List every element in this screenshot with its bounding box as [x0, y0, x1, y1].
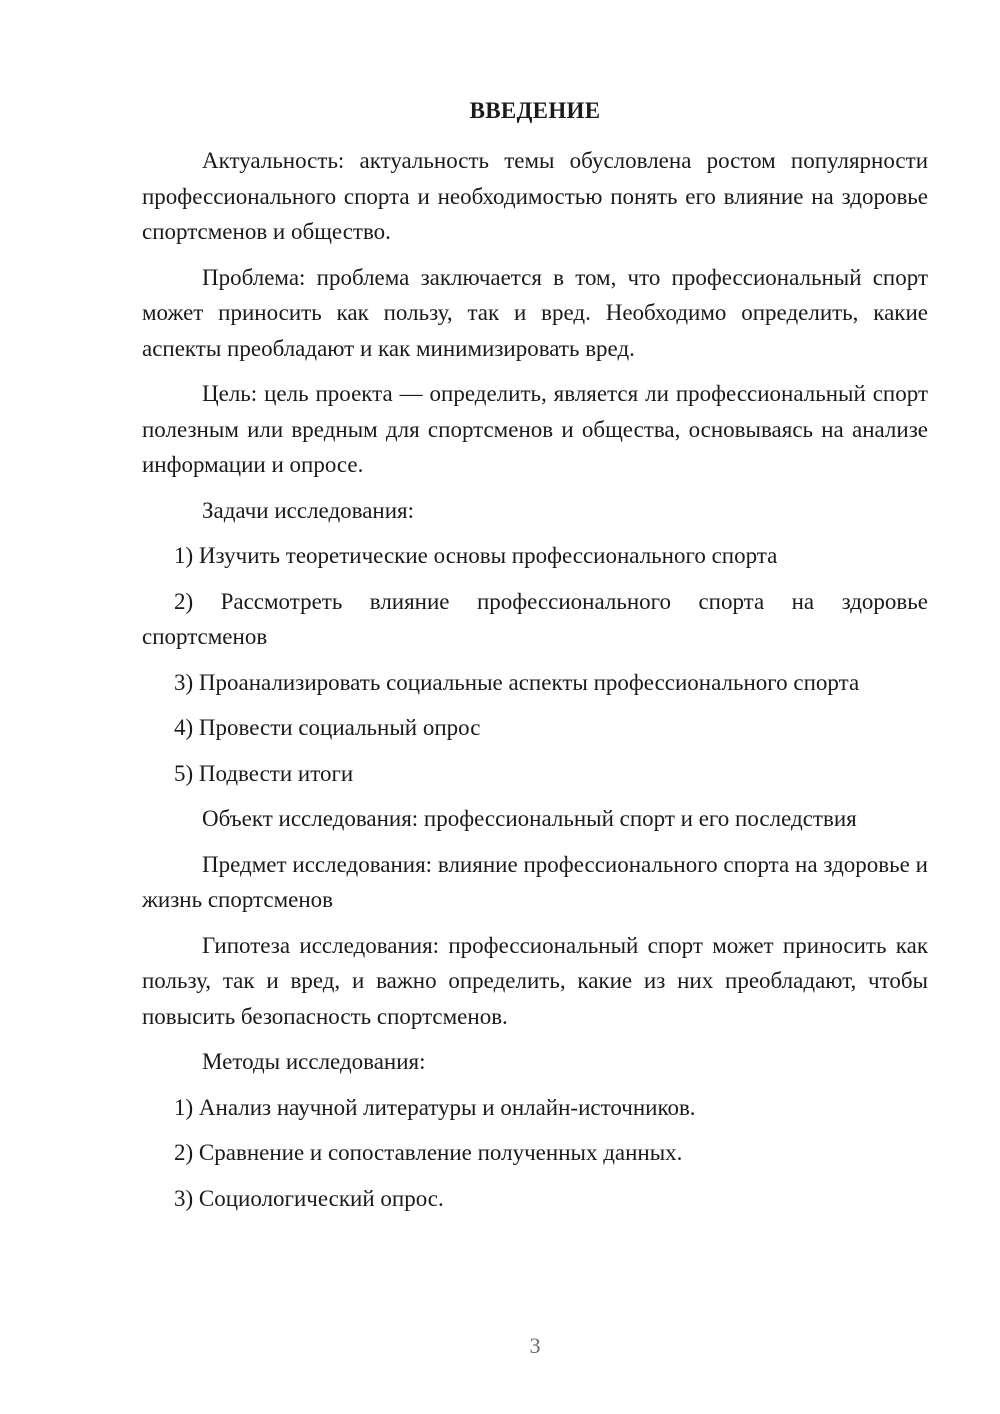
paragraph-subject: Предмет исследования: влияние профессионального спорта на здоровье и жизнь спортсменов — [142, 851, 928, 912]
paragraph-relevance: Актуальность: актуальность темы обусловлена ростом популярности профессионального спорта и необходимостью понять его влияние на здоровье спортсменов и общество. — [142, 148, 928, 244]
list-item-method-1: 1) Анализ научной литературы и онлайн-источников. — [174, 1094, 696, 1120]
paragraph-object: Объект исследования: профессиональный спорт и его последствия — [202, 806, 857, 831]
list-item-method-2: 2) Сравнение и сопоставление полученных данных. — [174, 1140, 683, 1165]
document-body — [142, 143, 928, 1226]
list-item-method-3: 3) Социологический опрос. — [174, 1185, 444, 1211]
list-item-task-5: 5) Подвести итоги — [174, 760, 354, 786]
paragraph-problem: Проблема: проблема заключается в том, что профессиональный спорт может приносить как пользу, так и вред. Необходимо определить, какие аспекты преобладают и как минимизировать вред. — [142, 264, 928, 361]
list-item-task-3: 3) Проанализировать социальные аспекты профессионального спорта — [174, 669, 860, 695]
heading-methods: Методы исследования: — [202, 1049, 426, 1074]
paragraph-goal: Цель: цель проекта — определить, является ли профессиональный спорт полезным или вредным для спортсменов и общества, основываясь на анализе информации и опросе. — [142, 381, 928, 477]
list-item-task-2: 2) Рассмотреть влияние профессионального спорта на здоровье спортсменов — [142, 588, 928, 649]
heading-tasks: Задачи исследования: — [202, 497, 415, 523]
paragraph-hypothesis: Гипотеза исследования: профессиональный спорт может приносить как пользу, так и вред, и важно определить, какие из них преобладают, чтобы повысить безопасность спортсменов. — [142, 932, 928, 1029]
page-number: 3 — [529, 1333, 541, 1358]
page-title: ВВЕДЕНИЕ — [469, 98, 601, 123]
list-item-task-1: 1) Изучить теоретические основы профессионального спорта — [174, 543, 778, 568]
list-item-task-4: 4) Провести социальный опрос — [174, 715, 481, 740]
